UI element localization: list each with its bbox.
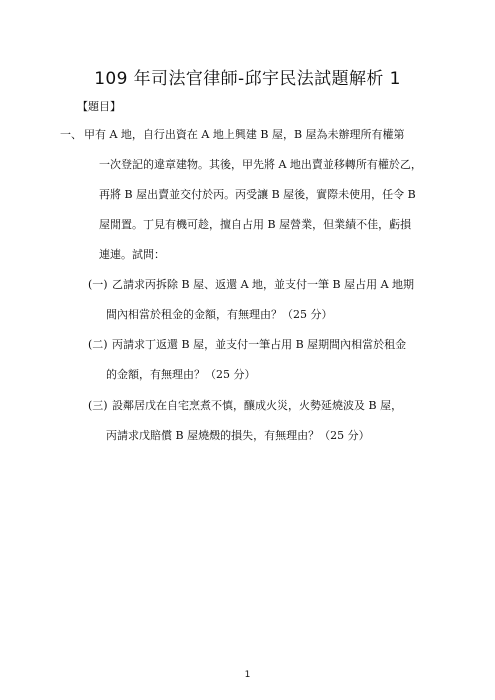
question-line: 屋閒置。丁見有機可趁，擅自占用 B 屋營業，但業績不佳，虧損 (99, 218, 412, 231)
subquestion-line: 間內相當於租金的金額，有無理由？（25 分） (106, 308, 333, 321)
document-title: 109 年司法官律師-邱宇民法試題解析 1 (94, 69, 401, 89)
page-number: 1 (244, 670, 251, 680)
subquestion-line: 設鄰居戊在自宅烹煮不慎，釀成火災，火勢延燒波及 B 屋， (112, 399, 403, 412)
subquestion-line: 的金額，有無理由？（25 分） (106, 368, 256, 381)
question-line: 連連。試問： (99, 248, 165, 261)
subquestion-line: 乙請求丙拆除 B 屋、返還 A 地，並支付一筆 B 屋占用 A 地期 (112, 278, 415, 291)
subquestion-line: 丙請求丁返還 B 屋，並支付一筆占用 B 屋期間內相當於租金 (112, 338, 407, 351)
question-line: 再將 B 屋出賣並交付於丙。丙受讓 B 屋後，實際未使用，任令 B (99, 188, 416, 201)
subquestion-number: (三) (88, 399, 108, 412)
question-line: 甲有 A 地，自行出資在 A 地上興建 B 屋，B 屋為未辦理所有權第 (84, 128, 405, 141)
section-label: 【題目】 (77, 100, 121, 113)
question-line: 一次登記的違章建物。其後，甲先將 A 地出賣並移轉所有權於乙， (99, 158, 422, 171)
subquestion-number: (二) (88, 338, 108, 351)
subquestion-number: (一) (88, 278, 108, 291)
question-number: 一、 (60, 128, 82, 141)
subquestion-line: 丙請求戊賠償 B 屋燒燬的損失，有無理由？（25 分） (106, 429, 370, 442)
